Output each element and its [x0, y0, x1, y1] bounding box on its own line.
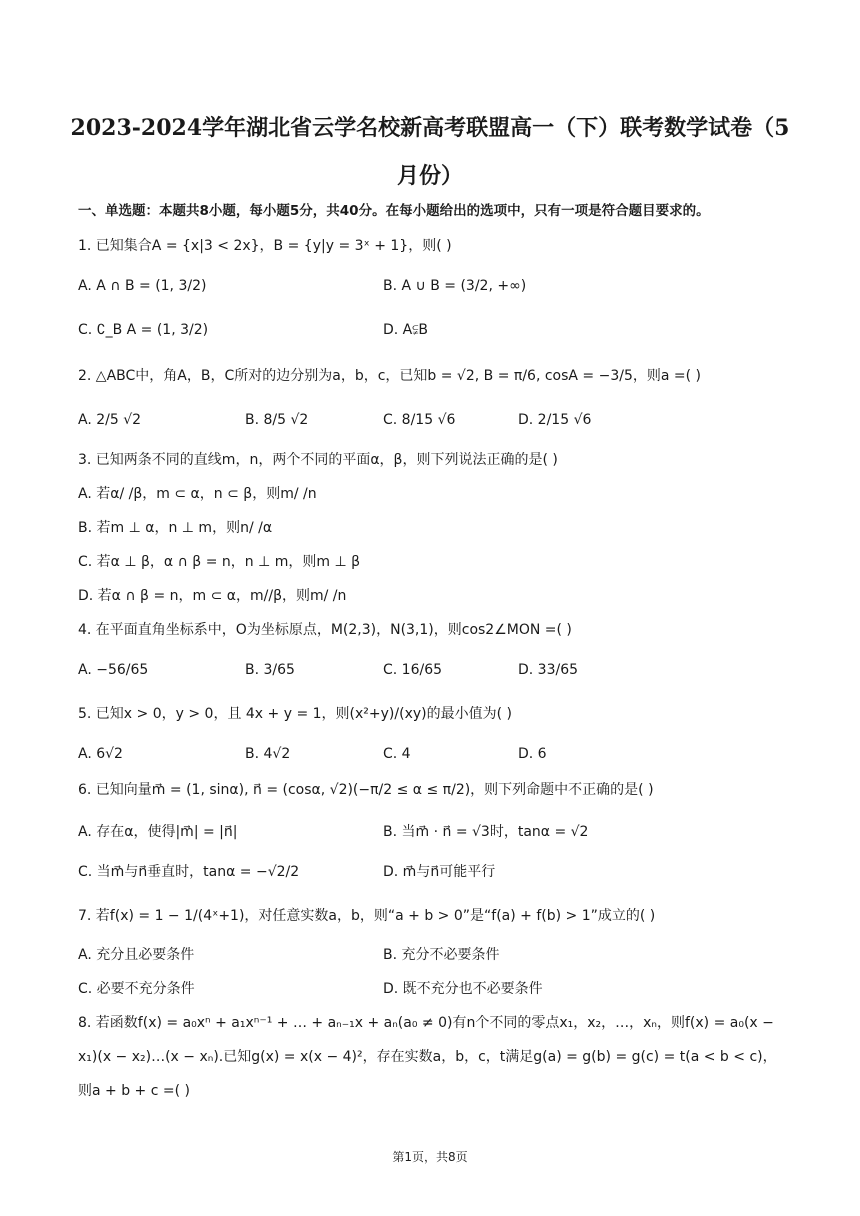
q1-option-c: C. ∁_B A = (1, 3/2) [78, 322, 209, 338]
q5-option-a: A. 6√2 [78, 746, 123, 762]
q1-stem: 1. 已知集合A = {x|3 < 2x}，B = {y|y = 3ˣ + 1}，则( ) [78, 238, 452, 254]
q7-option-c: C. 必要不充分条件 [78, 981, 195, 997]
q5-option-c: C. 4 [383, 746, 411, 762]
q6-option-d: D. m⃗与n⃗可能平行 [383, 864, 496, 880]
q5-stem: 5. 已知x > 0，y > 0，且 4x + y = 1，则(x²+y)/(xy)的最小值为( ) [78, 706, 512, 722]
q3-option-d: D. 若α ∩ β = n，m ⊂ α，m//β，则m/ /n [78, 588, 347, 604]
q1-option-d: D. A⫋B [383, 322, 429, 338]
q4-option-b: B. 3/65 [245, 662, 295, 678]
q1-option-a: A. A ∩ B = (1, 3/2) [78, 278, 207, 294]
q2-option-b: B. 8/5 √2 [245, 412, 309, 428]
q4-stem: 4. 在平面直角坐标系中，O为坐标原点，M(2,3)，N(3,1)，则cos2∠MON =( ) [78, 622, 572, 638]
q1-option-b: B. A ∪ B = (3/2, +∞) [383, 278, 527, 294]
q4-option-c: C. 16/65 [383, 662, 443, 678]
q2-stem: 2. △ABC中，角A，B，C所对的边分别为a，b，c，已知b = √2, B = π/6, cosA = −3/5，则a =( ) [78, 368, 701, 384]
q6-option-b: B. 当m⃗ · n⃗ = √3时，tanα = √2 [383, 824, 589, 840]
title-line-1: 2023-2024学年湖北省云学名校新高考联盟高一（下）联考数学试卷（5 [70, 115, 790, 141]
q6-stem: 6. 已知向量m⃗ = (1, sinα), n⃗ = (cosα, √2)(−π/2 ≤ α ≤ π/2)，则下列命题中不正确的是( ) [78, 782, 654, 798]
q8-line-3: 则a + b + c =( ) [78, 1083, 190, 1099]
section-heading: 一、单选题：本题共8小题，每小题5分，共40分。在每小题给出的选项中，只有一项是符合题目要求的。 [78, 203, 710, 219]
exam-title [60, 104, 800, 200]
q6-option-c: C. 当m⃗与n⃗垂直时，tanα = −√2/2 [78, 864, 300, 880]
q5-option-d: D. 6 [518, 746, 547, 762]
q3-option-b: B. 若m ⊥ α，n ⊥ m，则n/ /α [78, 520, 273, 536]
q7-option-a: A. 充分且必要条件 [78, 947, 195, 963]
q3-option-a: A. 若α/ /β，m ⊂ α，n ⊂ β，则m/ /n [78, 486, 317, 502]
q3-option-c: C. 若α ⊥ β，α ∩ β = n，n ⊥ m，则m ⊥ β [78, 554, 361, 570]
q2-option-d: D. 2/15 √6 [518, 412, 592, 428]
q7-option-b: B. 充分不必要条件 [383, 947, 500, 963]
q7-option-d: D. 既不充分也不必要条件 [383, 981, 543, 997]
q2-option-a: A. 2/5 √2 [78, 412, 142, 428]
q5-option-b: B. 4√2 [245, 746, 291, 762]
q8-line-2: x₁)(x − x₂)…(x − xₙ).已知g(x) = x(x − 4)²，存在实数a，b，c，t满足g(a) = g(b) = g(c) = t(a < b < c)， [78, 1049, 777, 1065]
q3-stem: 3. 已知两条不同的直线m，n，两个不同的平面α，β，则下列说法正确的是( ) [78, 452, 558, 468]
q4-option-a: A. −56/65 [78, 662, 149, 678]
title-line-2: 月份） [396, 163, 463, 189]
q2-option-c: C. 8/15 √6 [383, 412, 456, 428]
page-footer: 第1页，共8页 [392, 1150, 468, 1164]
q8-line-1: 8. 若函数f(x) = a₀xⁿ + a₁xⁿ⁻¹ + … + aₙ₋₁x + aₙ(a₀ ≠ 0)有n个不同的零点x₁，x₂，…，xₙ，则f(x) = a₀(x − [78, 1015, 774, 1031]
q6-option-a: A. 存在α，使得|m⃗| = |n⃗| [78, 824, 238, 840]
q7-stem: 7. 若f(x) = 1 − 1/(4ˣ+1)，对任意实数a，b，则“a + b > 0”是“f(a) + f(b) > 1”成立的( ) [78, 908, 656, 924]
q4-option-d: D. 33/65 [518, 662, 579, 678]
